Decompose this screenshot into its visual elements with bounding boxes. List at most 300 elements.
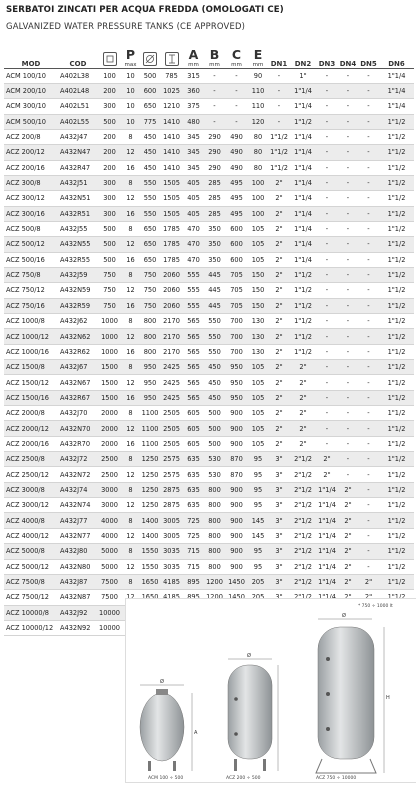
- table-row: [4, 283, 414, 298]
- table-cell: 500: [204, 406, 225, 421]
- table-cell: -: [358, 191, 379, 206]
- table-cell: 900: [225, 559, 248, 574]
- table-cell: ACM 300/10: [4, 99, 58, 114]
- table-cell: 2": [268, 221, 290, 236]
- table-cell: 2": [290, 436, 316, 451]
- table-cell: 1"1/2: [268, 129, 290, 144]
- table-cell: 2": [268, 283, 290, 298]
- table-cell: 16: [121, 160, 140, 175]
- table-cell: 2"1/2: [290, 528, 316, 543]
- table-cell: ACZ 4000/8: [4, 513, 58, 528]
- table-cell: -: [316, 283, 338, 298]
- table-cell: ACZ 500/12: [4, 237, 58, 252]
- table-row: [4, 298, 414, 313]
- table-cell: 1"1/2: [290, 344, 316, 359]
- table-cell: ACZ 1000/16: [4, 344, 58, 359]
- table-cell: 16: [121, 252, 140, 267]
- table-row: [4, 544, 414, 559]
- table-cell: 565: [183, 329, 204, 344]
- table-cell: 445: [204, 298, 225, 313]
- table-cell: 300: [98, 191, 121, 206]
- table-cell: 105: [248, 252, 268, 267]
- table-cell: 150: [248, 298, 268, 313]
- table-cell: 2"1/2: [290, 452, 316, 467]
- table-row: [4, 191, 414, 206]
- table-cell: 8: [121, 482, 140, 497]
- table-cell: 700: [225, 314, 248, 329]
- table-cell: 16: [121, 298, 140, 313]
- table-cell: 2"1/2: [290, 482, 316, 497]
- table-cell: 1"1/2: [379, 390, 414, 405]
- table-cell: -: [316, 298, 338, 313]
- table-cell: 2": [316, 467, 338, 482]
- table-cell: 12: [121, 283, 140, 298]
- table-cell: 150: [248, 267, 268, 282]
- table-cell: 490: [225, 145, 248, 160]
- table-cell: -: [358, 375, 379, 390]
- table-cell: A432J92: [58, 605, 98, 620]
- column-header: [121, 41, 140, 68]
- column-label: E: [253, 46, 263, 62]
- table-cell: 105: [248, 375, 268, 390]
- table-cell: 105: [248, 221, 268, 236]
- table-cell: ACZ 1000/8: [4, 314, 58, 329]
- table-cell: 1500: [98, 390, 121, 405]
- table-cell: 800: [204, 544, 225, 559]
- table-cell: -: [316, 191, 338, 206]
- table-row: [4, 314, 414, 329]
- table-cell: 1210: [160, 99, 183, 114]
- table-cell: 1"1/2: [379, 360, 414, 375]
- table-cell: 600: [225, 252, 248, 267]
- table-cell: -: [358, 114, 379, 129]
- table-cell: 635: [183, 498, 204, 513]
- table-cell: -: [204, 99, 225, 114]
- table-cell: A402L55: [58, 114, 98, 129]
- table-cell: 16: [121, 206, 140, 221]
- table-cell: 300: [98, 175, 121, 190]
- table-cell: 565: [183, 344, 204, 359]
- table-cell: -: [316, 145, 338, 160]
- table-cell: 1"1/4: [379, 83, 414, 98]
- table-cell: 2425: [160, 360, 183, 375]
- table-cell: 95: [248, 467, 268, 482]
- table-row: [4, 528, 414, 543]
- table-cell: -: [358, 252, 379, 267]
- table-cell: 200: [98, 160, 121, 175]
- table-cell: 495: [225, 191, 248, 206]
- table-cell: A432R62: [58, 344, 98, 359]
- table-cell: 105: [248, 406, 268, 421]
- table-cell: 300: [98, 206, 121, 221]
- table-cell: 3": [268, 544, 290, 559]
- table-row: [4, 574, 414, 589]
- table-cell: -: [338, 344, 358, 359]
- size-note: * 750 ÷ 1000 lt: [358, 604, 393, 609]
- table-cell: 750: [140, 283, 160, 298]
- table-cell: 1"1/2: [379, 344, 414, 359]
- column-label: B: [209, 46, 220, 62]
- column-header: [183, 41, 204, 68]
- table-row: [4, 436, 414, 451]
- table-cell: 2": [358, 574, 379, 589]
- table-cell: 1"1/2: [379, 206, 414, 221]
- table-cell: 1"1/2: [379, 482, 414, 497]
- table-cell: 1"1/2: [379, 498, 414, 513]
- table-cell: 1"1/2: [379, 298, 414, 313]
- table-cell: 290: [204, 129, 225, 144]
- table-cell: 2": [290, 390, 316, 405]
- table-cell: 2": [338, 513, 358, 528]
- table-cell: 205: [248, 574, 268, 589]
- table-cell: 3": [268, 452, 290, 467]
- table-cell: 3": [268, 528, 290, 543]
- table-row: [4, 114, 414, 129]
- table-cell: 705: [225, 283, 248, 298]
- table-cell: 150: [248, 283, 268, 298]
- table-cell: 3": [268, 482, 290, 497]
- table-cell: -: [358, 528, 379, 543]
- table-cell: A432N62: [58, 329, 98, 344]
- table-cell: 1"1/2: [290, 298, 316, 313]
- table-cell: 130: [248, 314, 268, 329]
- table-cell: 2": [268, 375, 290, 390]
- table-cell: -: [358, 390, 379, 405]
- table-cell: -: [338, 191, 358, 206]
- table-cell: 95: [248, 482, 268, 497]
- table-cell: -: [338, 129, 358, 144]
- table-row: [4, 390, 414, 405]
- table-cell: 2": [338, 498, 358, 513]
- table-cell: 1"1/2: [290, 314, 316, 329]
- table-row: [4, 145, 414, 160]
- table-cell: 1"1/4: [290, 160, 316, 175]
- drawing-acz-large: [316, 603, 393, 781]
- table-cell: 1250: [140, 452, 160, 467]
- table-cell: A432J70: [58, 406, 98, 421]
- table-cell: 2": [316, 452, 338, 467]
- table-cell: 750: [140, 267, 160, 282]
- table-cell: 900: [225, 528, 248, 543]
- table-cell: 3": [268, 467, 290, 482]
- table-cell: ACM 100/10: [4, 68, 58, 83]
- table-cell: 2505: [160, 406, 183, 421]
- table-cell: 1"1/2: [268, 160, 290, 175]
- table-cell: A432N92: [58, 620, 98, 635]
- table-cell: 100: [248, 175, 268, 190]
- table-cell: 1"1/4: [379, 99, 414, 114]
- table-cell: -: [358, 544, 379, 559]
- table-cell: 105: [248, 390, 268, 405]
- table-cell: -: [316, 329, 338, 344]
- table-cell: -: [316, 175, 338, 190]
- table-row: [4, 513, 414, 528]
- table-cell: 2": [290, 406, 316, 421]
- table-cell: 1785: [160, 221, 183, 236]
- table-cell: 2": [290, 375, 316, 390]
- table-cell: A432N59: [58, 283, 98, 298]
- table-cell: 8: [121, 544, 140, 559]
- table-cell: 605: [183, 406, 204, 421]
- column-unit: max: [124, 61, 137, 68]
- table-cell: 2000: [98, 406, 121, 421]
- table-cell: 10000: [98, 620, 121, 635]
- table-cell: -: [316, 221, 338, 236]
- a-label: A: [194, 730, 198, 736]
- table-cell: 1"1/2: [379, 406, 414, 421]
- table-cell: 800: [204, 482, 225, 497]
- table-cell: 145: [248, 528, 268, 543]
- table-cell: 2505: [160, 436, 183, 451]
- table-cell: A432N72: [58, 467, 98, 482]
- table-cell: A432R70: [58, 436, 98, 451]
- table-cell: 450: [204, 390, 225, 405]
- table-cell: ACZ 10000/12: [4, 620, 58, 635]
- table-cell: 2": [268, 421, 290, 436]
- table-cell: 2500: [98, 467, 121, 482]
- table-cell: -: [268, 83, 290, 98]
- table-cell: 490: [225, 160, 248, 175]
- table-cell: 2": [268, 191, 290, 206]
- table-cell: -: [338, 375, 358, 390]
- table-cell: 10: [121, 114, 140, 129]
- table-cell: -: [338, 175, 358, 190]
- table-cell: -: [358, 329, 379, 344]
- table-cell: 725: [183, 513, 204, 528]
- column-header: [58, 41, 98, 68]
- table-cell: -: [316, 252, 338, 267]
- table-cell: 12: [121, 375, 140, 390]
- table-cell: 3035: [160, 559, 183, 574]
- table-cell: ACZ 4000/12: [4, 528, 58, 543]
- table-cell: 2": [338, 559, 358, 574]
- table-row: [4, 267, 414, 282]
- table-cell: 1505: [160, 191, 183, 206]
- table-cell: 1100: [140, 406, 160, 421]
- table-cell: 1500: [98, 375, 121, 390]
- table-cell: 16: [121, 344, 140, 359]
- table-cell: -: [338, 160, 358, 175]
- table-cell: 1505: [160, 206, 183, 221]
- table-cell: 1"1/4: [290, 221, 316, 236]
- table-cell: -: [316, 314, 338, 329]
- table-cell: 900: [225, 436, 248, 451]
- table-cell: 1"1/4: [316, 559, 338, 574]
- table-cell: 1410: [160, 114, 183, 129]
- table-cell: 705: [225, 267, 248, 282]
- table-cell: 1000: [98, 314, 121, 329]
- table-cell: 110: [248, 83, 268, 98]
- table-cell: -: [268, 114, 290, 129]
- table-cell: -: [225, 99, 248, 114]
- table-cell: -: [316, 129, 338, 144]
- table-cell: 565: [183, 375, 204, 390]
- table-row: [4, 406, 414, 421]
- table-cell: -: [358, 482, 379, 497]
- table-cell: 2500: [98, 452, 121, 467]
- table-cell: 2": [268, 390, 290, 405]
- table-cell: 105: [248, 436, 268, 451]
- table-cell: A432J67: [58, 360, 98, 375]
- table-cell: 555: [183, 298, 204, 313]
- table-cell: -: [338, 406, 358, 421]
- table-cell: 1"1/2: [379, 191, 414, 206]
- table-cell: 100: [248, 206, 268, 221]
- table-cell: 650: [140, 221, 160, 236]
- table-cell: 445: [204, 283, 225, 298]
- table-cell: 565: [183, 390, 204, 405]
- table-cell: A432N47: [58, 145, 98, 160]
- table-cell: 2575: [160, 467, 183, 482]
- table-cell: ACZ 10000/8: [4, 605, 58, 620]
- table-cell: 2": [268, 436, 290, 451]
- table-cell: 100: [98, 68, 121, 83]
- table-cell: 1550: [140, 544, 160, 559]
- table-cell: 145: [248, 513, 268, 528]
- table-cell: ACZ 2000/8: [4, 406, 58, 421]
- table-row: [4, 252, 414, 267]
- column-unit: mm: [188, 61, 199, 68]
- table-cell: 12: [121, 191, 140, 206]
- table-cell: 555: [183, 267, 204, 282]
- table-cell: 8: [121, 513, 140, 528]
- table-cell: 1410: [160, 129, 183, 144]
- table-cell: 500: [98, 221, 121, 236]
- column-header: [225, 41, 248, 68]
- table-cell: 1"1/4: [316, 528, 338, 543]
- table-cell: 2575: [160, 452, 183, 467]
- table-cell: 1"1/2: [379, 314, 414, 329]
- table-cell: 750: [98, 298, 121, 313]
- table-cell: 700: [225, 344, 248, 359]
- table-cell: -: [358, 83, 379, 98]
- table-cell: 900: [225, 482, 248, 497]
- table-row: [4, 467, 414, 482]
- table-cell: 1"1/2: [379, 528, 414, 543]
- table-cell: -: [316, 406, 338, 421]
- table-cell: 2": [290, 421, 316, 436]
- table-cell: 95: [248, 559, 268, 574]
- table-cell: ACZ 1000/12: [4, 329, 58, 344]
- table-cell: 10: [121, 83, 140, 98]
- table-cell: 870: [225, 467, 248, 482]
- column-header: [4, 41, 58, 68]
- table-cell: 1000: [98, 344, 121, 359]
- table-cell: 600: [225, 237, 248, 252]
- table-cell: -: [358, 298, 379, 313]
- table-cell: 450: [204, 375, 225, 390]
- table-cell: ACZ 5000/12: [4, 559, 58, 574]
- table-cell: 1"1/4: [316, 513, 338, 528]
- table-cell: 1"1/4: [290, 129, 316, 144]
- table-cell: 2425: [160, 390, 183, 405]
- table-cell: 1"1/2: [379, 421, 414, 436]
- table-cell: -: [316, 390, 338, 405]
- table-cell: -: [316, 206, 338, 221]
- table-cell: ACZ 300/8: [4, 175, 58, 190]
- table-cell: 200: [98, 129, 121, 144]
- table-row: [4, 360, 414, 375]
- table-cell: 2000: [98, 436, 121, 451]
- table-cell: 350: [204, 237, 225, 252]
- table-cell: 1"1/2: [379, 559, 414, 574]
- table-cell: 2": [268, 344, 290, 359]
- table-cell: -: [338, 421, 358, 436]
- table-cell: -: [338, 206, 358, 221]
- table-header: [4, 41, 414, 68]
- table-cell: A432N80: [58, 559, 98, 574]
- table-cell: 1410: [160, 145, 183, 160]
- table-cell: 105: [248, 421, 268, 436]
- table-cell: ACZ 750/8: [4, 267, 58, 282]
- table-cell: 2": [338, 544, 358, 559]
- table-cell: 2425: [160, 375, 183, 390]
- table-row: [4, 221, 414, 236]
- table-cell: A432R59: [58, 298, 98, 313]
- table-cell: -: [338, 221, 358, 236]
- table-cell: ACZ 2500/12: [4, 467, 58, 482]
- table-cell: 95: [248, 544, 268, 559]
- table-row: [4, 421, 414, 436]
- column-header: [290, 41, 316, 68]
- table-cell: 1"1/2: [379, 114, 414, 129]
- table-cell: 950: [140, 360, 160, 375]
- table-cell: 1"1/4: [316, 482, 338, 497]
- table-cell: 105: [248, 360, 268, 375]
- table-cell: 3": [268, 574, 290, 589]
- table-cell: 1"1/2: [379, 452, 414, 467]
- table-cell: ACZ 7500/12: [4, 590, 58, 605]
- table-cell: -: [358, 452, 379, 467]
- table-cell: 2000: [98, 421, 121, 436]
- table-cell: 200: [98, 145, 121, 160]
- table-cell: 2": [268, 206, 290, 221]
- table-cell: -: [358, 99, 379, 114]
- table-cell: -: [225, 114, 248, 129]
- table-row: [4, 175, 414, 190]
- table-cell: 12: [121, 421, 140, 436]
- table-row: [4, 344, 414, 359]
- table-cell: 500: [204, 436, 225, 451]
- table-cell: 4185: [160, 574, 183, 589]
- column-label: DN5: [360, 59, 377, 68]
- table-cell: 12: [121, 498, 140, 513]
- table-cell: -: [358, 68, 379, 83]
- table-cell: 405: [183, 191, 204, 206]
- column-header: [204, 41, 225, 68]
- table-cell: 1"1/2: [379, 513, 414, 528]
- table-body: [4, 68, 414, 636]
- table-cell: -: [338, 390, 358, 405]
- table-cell: 2": [268, 175, 290, 190]
- table-cell: 450: [140, 145, 160, 160]
- table-cell: -: [338, 436, 358, 451]
- table-cell: 1"1/4: [316, 544, 338, 559]
- table-cell: 1650: [140, 574, 160, 589]
- table-cell: 750: [98, 267, 121, 282]
- table-cell: 2": [268, 406, 290, 421]
- table-cell: 1785: [160, 252, 183, 267]
- table-cell: 550: [140, 175, 160, 190]
- column-label: DN1: [270, 59, 288, 68]
- table-cell: 550: [204, 329, 225, 344]
- table-cell: A432J59: [58, 267, 98, 282]
- table-cell: A402L51: [58, 99, 98, 114]
- table-cell: 750: [140, 298, 160, 313]
- table-cell: -: [338, 283, 358, 298]
- table-cell: 1100: [140, 436, 160, 451]
- table-cell: -: [316, 344, 338, 359]
